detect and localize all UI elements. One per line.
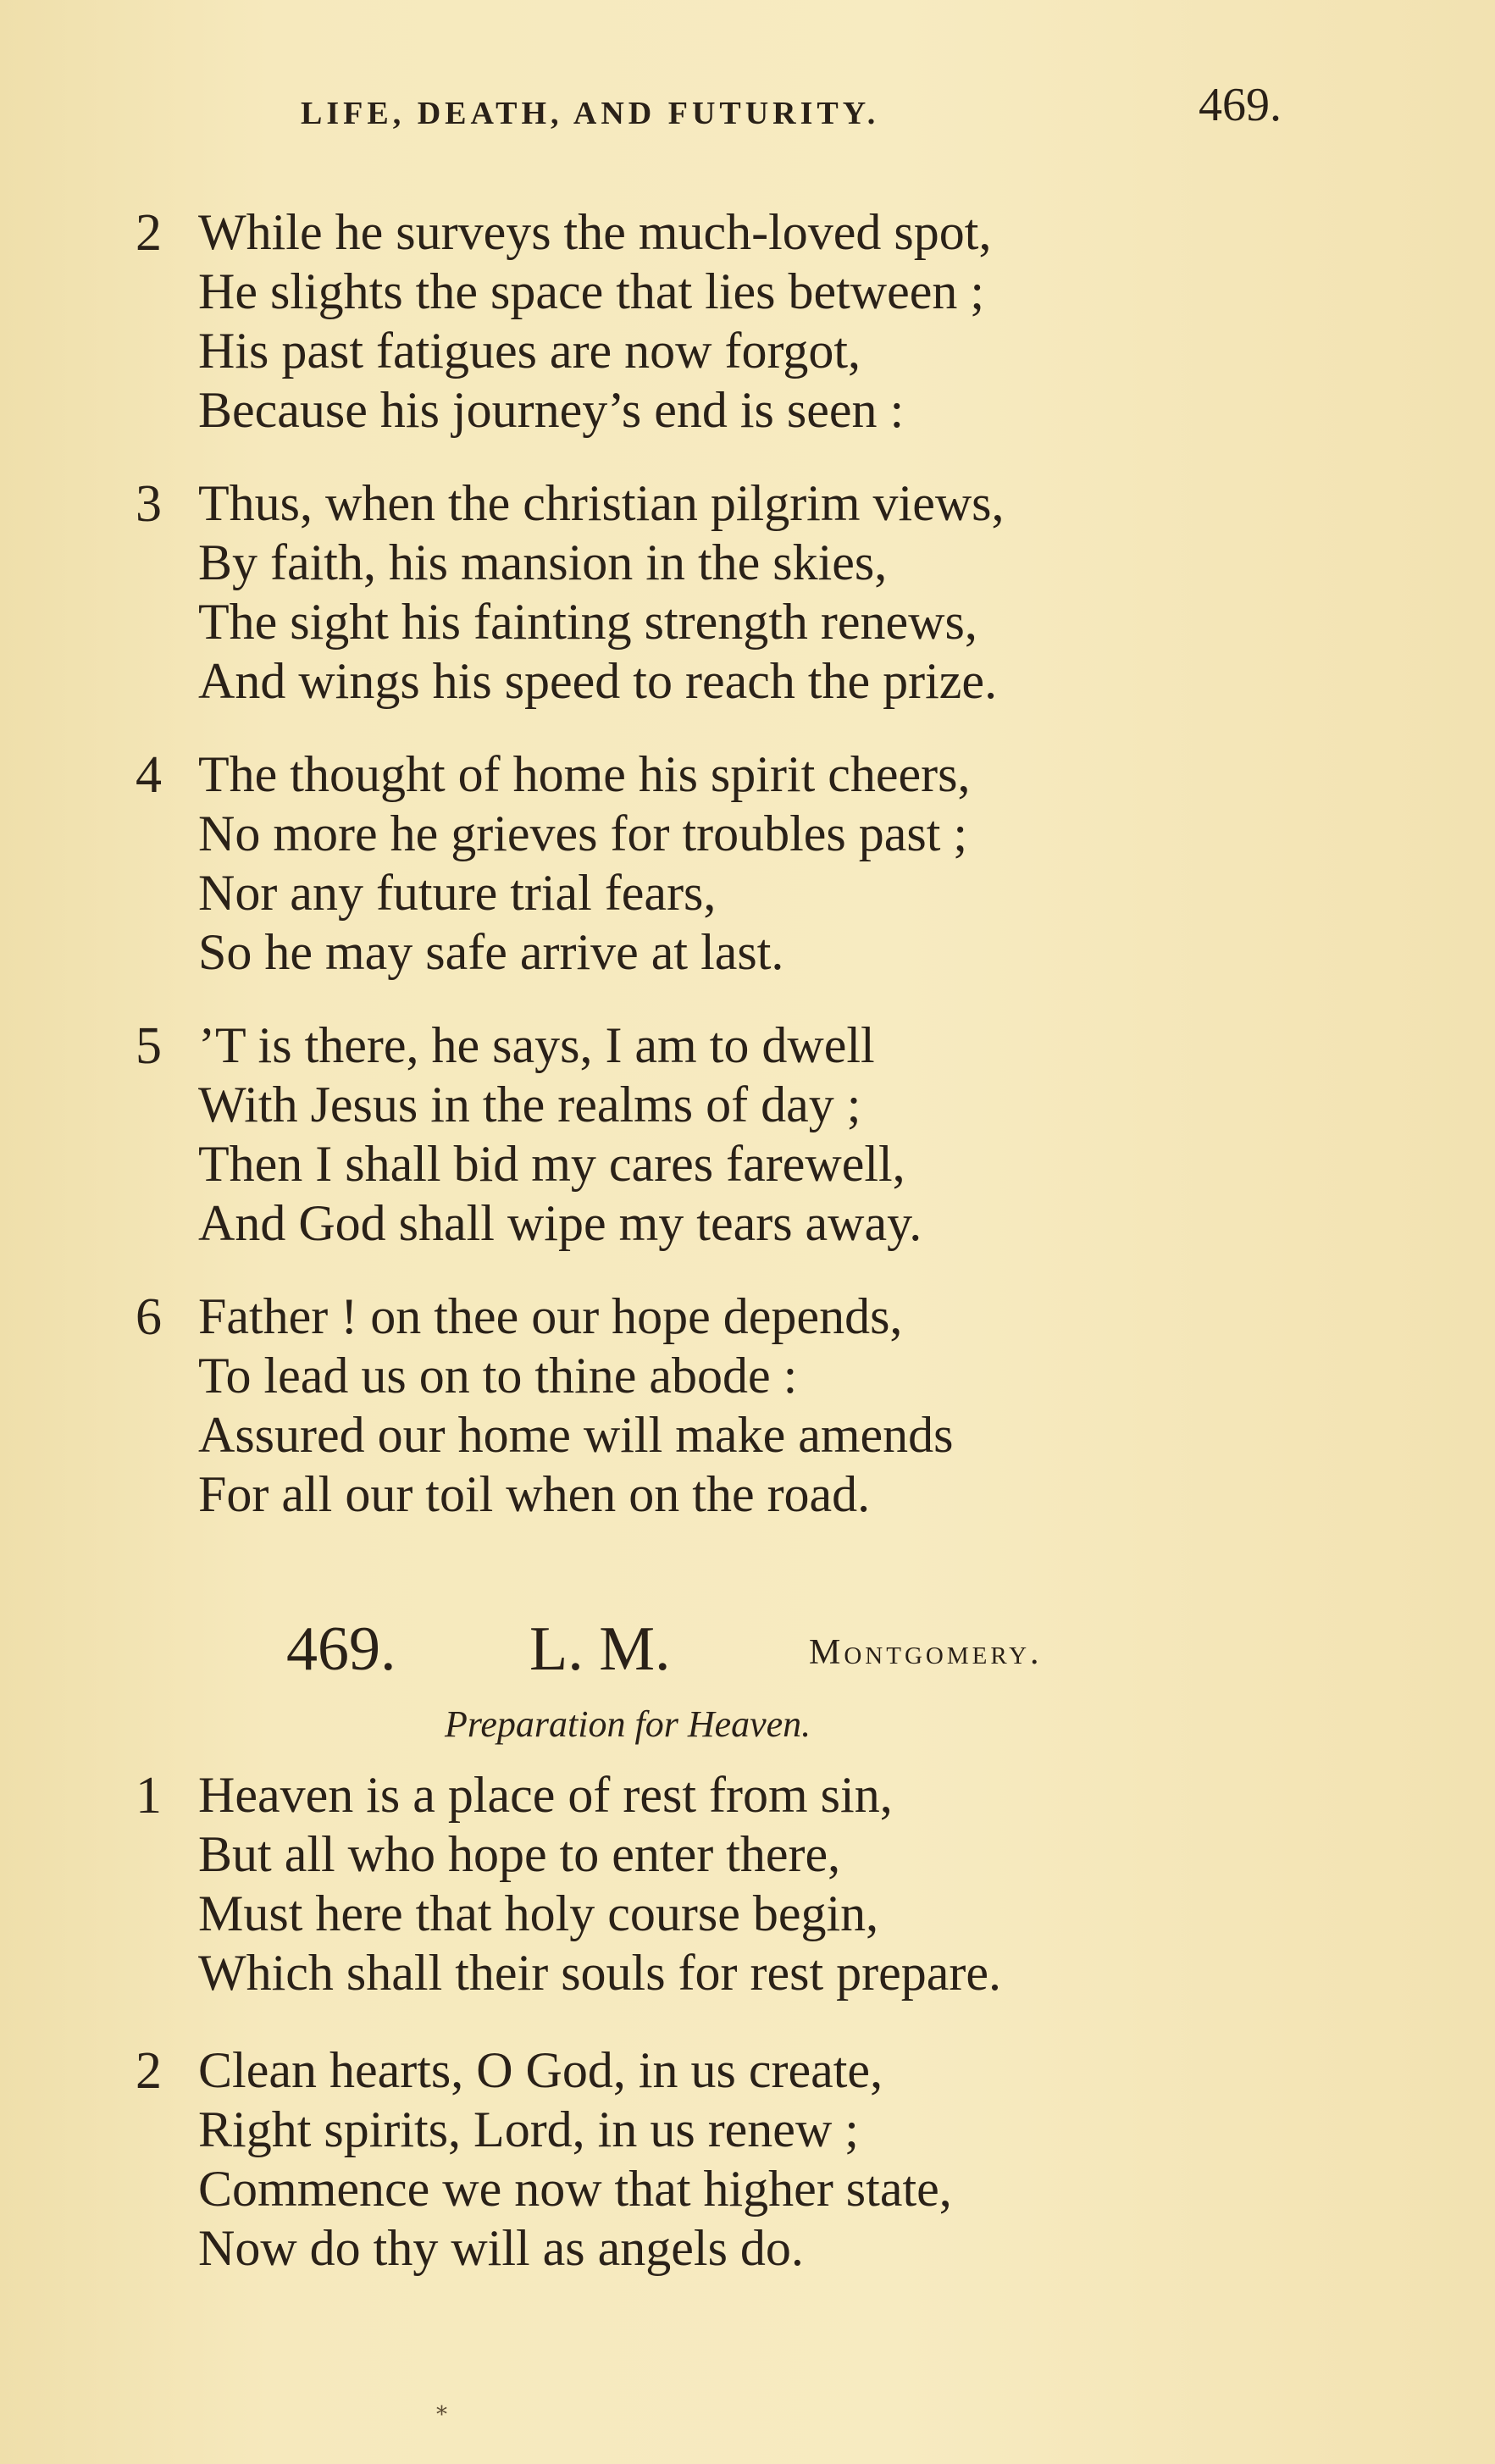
verse-line: With Jesus in the realms of day ; bbox=[198, 1077, 861, 1132]
verse-line: And God shall wipe my tears away. bbox=[198, 1195, 922, 1251]
verse-line: To lead us on to thine abode : bbox=[198, 1348, 798, 1404]
verse-line: Now do thy will as angels do. bbox=[198, 2220, 804, 2276]
verse-line: Nor any future trial fears, bbox=[198, 865, 717, 921]
verse-line: Commence we now that higher state, bbox=[198, 2161, 952, 2217]
hymn-heading bbox=[0, 1614, 1495, 1690]
verse-line: Father ! on thee our hope depends, bbox=[198, 1288, 903, 1344]
verse-line: By faith, his mansion in the skies, bbox=[198, 534, 888, 590]
verse-line: Which shall their souls for rest prepare. bbox=[198, 1945, 1002, 2001]
verse-line: But all who hope to enter there, bbox=[198, 1826, 841, 1882]
printer-mark: ⁎ bbox=[436, 2395, 447, 2420]
verse-line: The sight his fainting strength renews, bbox=[198, 594, 977, 650]
hymn-number: 469. bbox=[286, 1614, 396, 1684]
stanza-number: 5 bbox=[136, 1017, 162, 1075]
verse-line: And wings his speed to reach the prize. bbox=[198, 653, 998, 709]
verse-line: Then I shall bid my cares farewell, bbox=[198, 1136, 905, 1192]
verse-line: ’T is there, he says, I am to dwell bbox=[198, 1017, 875, 1073]
verse-line: Clean hearts, O God, in us create, bbox=[198, 2042, 883, 2098]
verse-line: His past fatigues are now forgot, bbox=[198, 323, 861, 379]
hymn-meter: L. M. bbox=[529, 1614, 671, 1684]
verse-line: The thought of home his spirit cheers, bbox=[198, 746, 971, 802]
verse-line: Because his journey’s end is seen : bbox=[198, 382, 905, 438]
stanza-number: 4 bbox=[136, 746, 162, 804]
verse-line: So he may safe arrive at last. bbox=[198, 924, 784, 980]
verse-line: Assured our home will make amends bbox=[198, 1407, 954, 1463]
verse-line: Thus, when the christian pilgrim views, bbox=[198, 475, 1005, 531]
verse-line: Must here that holy course begin, bbox=[198, 1885, 879, 1941]
running-title: LIFE, DEATH, AND FUTURITY. bbox=[301, 96, 880, 131]
hymn-subtitle: Preparation for Heaven. bbox=[445, 1703, 811, 1745]
stanza-number: 3 bbox=[136, 475, 162, 533]
stanza-number: 2 bbox=[136, 2042, 162, 2100]
hymn-author: Montgomery. bbox=[809, 1633, 1043, 1672]
stanza-number: 2 bbox=[136, 204, 162, 262]
verse-line: No more he grieves for troubles past ; bbox=[198, 806, 968, 861]
verse-line: While he surveys the much-loved spot, bbox=[198, 204, 992, 260]
verse-line: Right spirits, Lord, in us renew ; bbox=[198, 2101, 859, 2157]
page-number: 469. bbox=[1199, 79, 1282, 131]
stanza-number: 1 bbox=[136, 1767, 162, 1824]
verse-line: He slights the space that lies between ; bbox=[198, 263, 985, 319]
verse-line: For all our toil when on the road. bbox=[198, 1466, 871, 1522]
stanza-number: 6 bbox=[136, 1288, 162, 1346]
verse-line: Heaven is a place of rest from sin, bbox=[198, 1767, 893, 1823]
